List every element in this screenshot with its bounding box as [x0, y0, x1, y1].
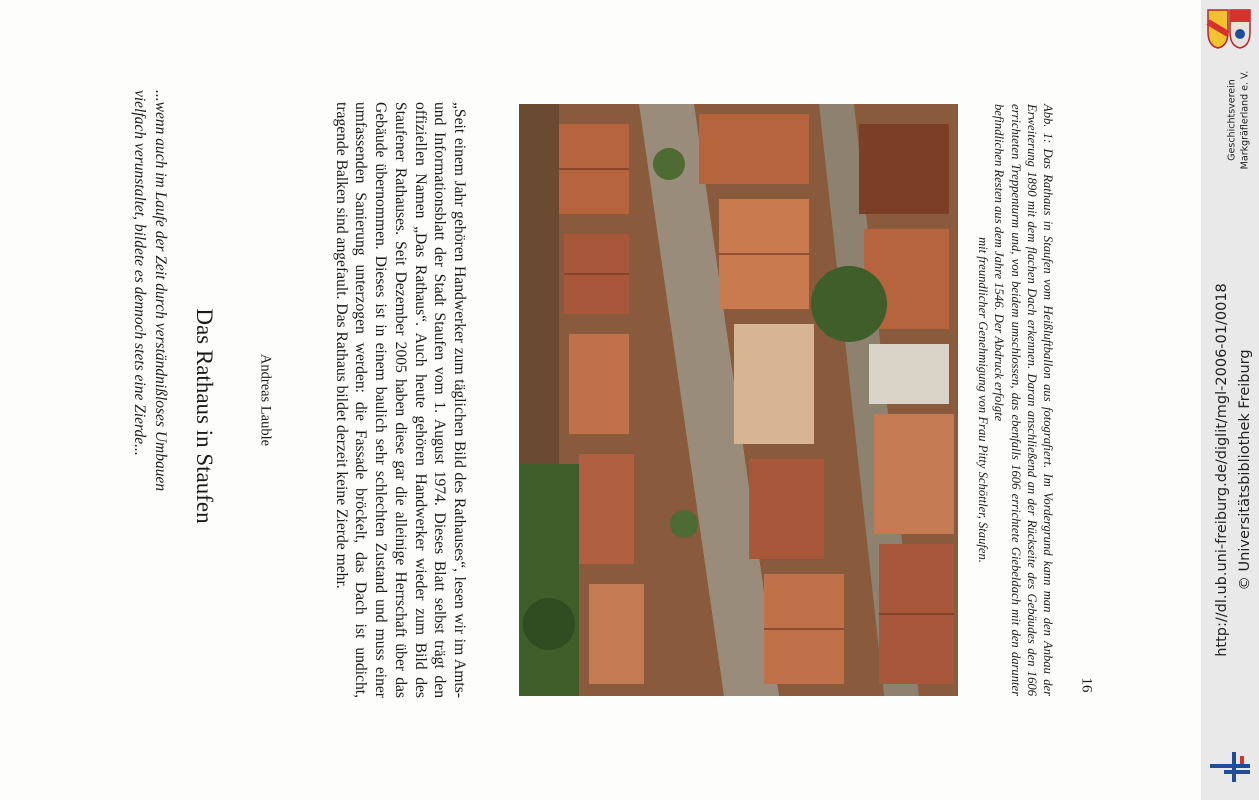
aerial-photo — [519, 104, 958, 696]
digitization-sidebar — [1201, 0, 1259, 800]
coat-of-arms-icon — [1206, 8, 1252, 50]
aerial-town-image — [519, 104, 958, 696]
body-paragraph: „Seit einem Jahr gehören Handwerker zum täglichen Bild des Rathauses“, lesen wir im Amts- und Informationsblatt der Stadt Staufen vom 1. August 1974. Dieses Blatt selbst trägt den offiziellen Namen „Das Rathaus“. Auch heute gehören Handwerker wieder zum Bild des Staufener Rathauses. Seit Dezember 2005 haben diese gar die alleinige Herrschaft über das Gebäude übernommen. Dieses ist in einem baulich sehr schlechten Zustand und muss einer umfassenden Sanierung unterzogen werden: die Fassade bröckelt, das Dach ist undicht, tragende Balken sind angefault. Das Rathaus bildet derzeit keine Zierde mehr. — [332, 102, 468, 698]
caption-text: Abb. 1: Das Rathaus in Staufen vom Heißluftballon aus fotografiert. Im Vordergrund kann man den Anbau der Erweiterung 1890 mit dem flachen Dach erkennen. Daran anschließend an der Rückseite des Gebäudes den 1606 errichteten Treppenturm und, von beidem umschlossen, das ebenfalls 1606 errichtete Giebeldach mit den darunter befindlichen Resten aus dem Jahre 1546. Der Abdruck erfolgte — [992, 104, 1055, 696]
copyright-notice: © Universitätsbibliothek Freiburg — [1237, 349, 1253, 591]
university-library-logo-icon — [1210, 750, 1254, 786]
epigraph: ...wenn auch im Laufe der Zeit durch verständnißloses Umbauen vielfach verunstaltet, bildete es dennoch stets eine Zierde... — [131, 90, 169, 492]
article-title: Das Rathaus in Staufen — [192, 308, 217, 524]
document-url-link[interactable]: http://dl.ub.uni-freiburg.de/diglit/mgl-2006-01/0018 — [1214, 283, 1230, 657]
association-name-line2: Markgräflerland e. V. — [1239, 70, 1251, 170]
association-name-line1: Geschichtsverein — [1226, 79, 1238, 161]
caption-credit: mit freundlicher Genehmigung von Frau Pitty Schöttler, Staufen. — [976, 237, 991, 563]
author-name: Andreas Lauble — [257, 353, 274, 447]
photo-caption — [958, 104, 1056, 696]
page-number: 16 — [1078, 677, 1095, 693]
